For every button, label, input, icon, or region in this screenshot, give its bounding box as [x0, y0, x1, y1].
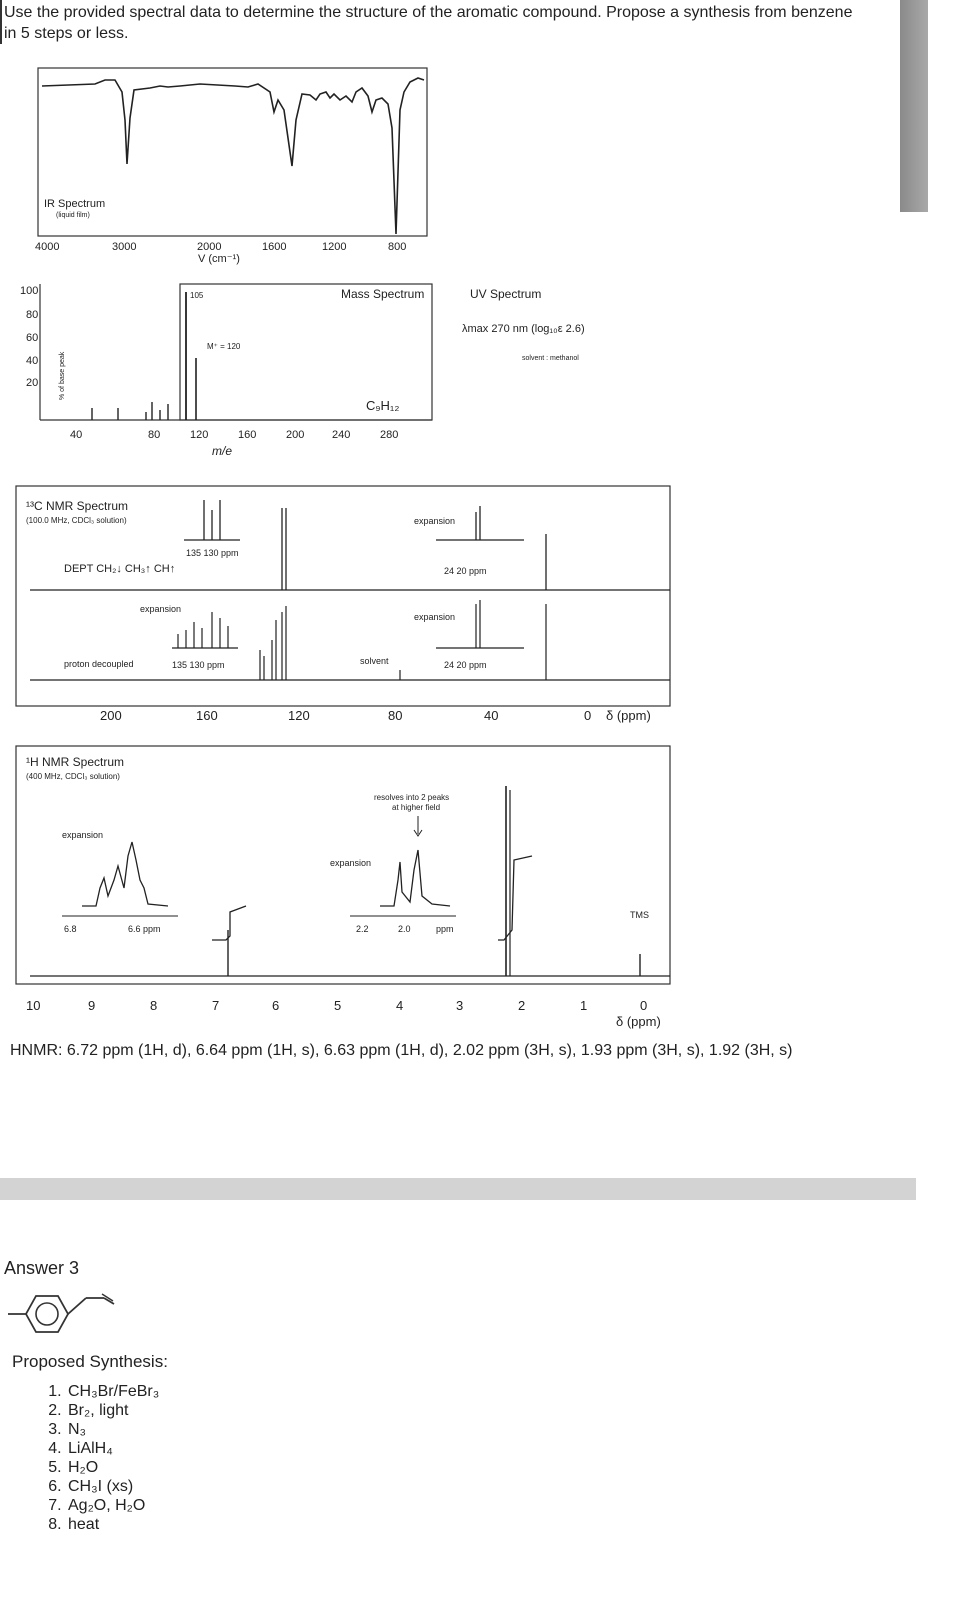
c13-dept: DEPT CH₂↓ CH₃↑ CH↑ [64, 563, 176, 575]
uv-spectrum [462, 287, 585, 362]
h1-exp-right-2.0: 2.0 [398, 924, 411, 934]
mass-spectrum [20, 284, 432, 458]
ms-formula: C₉H₁₂ [366, 398, 400, 413]
ms-xtick-280: 280 [380, 429, 399, 441]
h1-axis-1: 1 [580, 998, 588, 1013]
answer-structure-drawing [0, 1282, 130, 1342]
h1-axis-9: 9 [88, 998, 96, 1013]
h1-axis-10: 10 [26, 998, 41, 1013]
answer-label: Answer 3 [4, 1258, 80, 1278]
ms-ytick-60: 60 [26, 332, 39, 344]
h1-tms: TMS [630, 910, 649, 920]
section-divider [0, 1178, 916, 1200]
ir-spectrum [35, 68, 427, 265]
c13-title: ¹³C NMR Spectrum [26, 499, 129, 513]
ms-ylabel: % of base peak [59, 351, 66, 400]
ir-trace [42, 78, 424, 234]
synthesis-step-1: 1. CH₃Br/FeBr₃ [66, 1382, 159, 1401]
proposed-synthesis-label: Proposed Synthesis: [12, 1352, 168, 1371]
ir-title: IR Spectrum [44, 198, 106, 210]
ms-xtick-240: 240 [332, 429, 351, 441]
h1-integral-aromatic [212, 906, 246, 940]
c13-axis-120: 120 [288, 708, 310, 723]
c13-nmr-spectrum [16, 486, 670, 723]
c13-axis-160: 160 [196, 708, 218, 723]
c13-axis-unit: δ (ppm) [606, 708, 651, 723]
synthesis-step-5: 5. H₂O [66, 1458, 159, 1477]
ir-tick-3000: 3000 [112, 241, 137, 253]
h1-axis-8: 8 [150, 998, 158, 1013]
ms-ytick-100: 100 [20, 285, 39, 297]
ms-xtick-40: 40 [70, 429, 83, 441]
c13-pd-expansion-label: expansion [140, 604, 182, 614]
c13-dept-exp-scale-right: 24 20 ppm [444, 566, 487, 576]
c13-pd-exp-scale-left: 135 130 ppm [172, 660, 225, 670]
ms-xtick-80: 80 [148, 429, 161, 441]
h1-exp-left-scale-a: 6.8 [64, 924, 77, 934]
h1-axis-4: 4 [396, 998, 404, 1013]
ms-ytick-20: 20 [26, 377, 39, 389]
h1-methyl-expansion [380, 850, 450, 906]
synthesis-step-8: 8. heat [66, 1515, 159, 1534]
ir-tick-2000: 2000 [197, 241, 222, 253]
ms-xtick-200: 200 [286, 429, 305, 441]
h1-axis-0: 0 [640, 998, 648, 1013]
h1-aromatic-multiplet [82, 842, 168, 906]
ir-tick-800: 800 [388, 241, 407, 253]
c13-pd-exp-scale-right: 24 20 ppm [444, 660, 487, 670]
h1-resolves-2: at higher field [392, 803, 441, 812]
synthesis-step-7: 7. Ag₂O, H₂O [66, 1496, 159, 1515]
question-text: Use the provided spectral data to determine the structure of the aromatic compound. Propose a synthesis from benzene in 5 steps or less. [4, 4, 853, 42]
c13-axis-80: 80 [388, 708, 403, 723]
h1-axis-7: 7 [212, 998, 220, 1013]
c13-axis-40: 40 [484, 708, 499, 723]
synthesis-step-6: 6. CH₃I (xs) [66, 1477, 159, 1496]
c13-proton-decoupled: proton decoupled [64, 659, 134, 669]
ms-title: Mass Spectrum [341, 287, 425, 301]
c13-axis-0: 0 [584, 708, 592, 723]
h1-exp-right-2.2: 2.2 [356, 924, 369, 934]
c13-dept-exp-scale-left: 135 130 ppm [186, 548, 239, 558]
h1-integral-methyl [498, 856, 532, 940]
synthesis-step-4: 4. LiAlH₄ [66, 1439, 159, 1458]
ms-xtick-120: 120 [190, 429, 209, 441]
h1-subtitle: (400 MHz, CDCl₃ solution) [26, 772, 120, 781]
ms-ytick-40: 40 [26, 355, 39, 367]
c13-dept-expansion-label: expansion [414, 516, 456, 526]
ir-frame [38, 68, 427, 236]
ir-axis-label: V (cm⁻¹) [198, 253, 240, 265]
h1-axis-3: 3 [456, 998, 464, 1013]
c13-subtitle: (100.0 MHz, CDCl₃ solution) [26, 516, 127, 525]
uv-solvent: solvent : methanol [522, 355, 579, 362]
ms-ytick-80: 80 [26, 309, 39, 321]
c13-axis-200: 200 [100, 708, 122, 723]
hnmr-data-text: HNMR: 6.72 ppm (1H, d), 6.64 ppm (1H, s), 6.63 ppm (1H, d), 2.02 ppm (3H, s), 1.93 ppm (3H, s), 1.92 (3H, s) [10, 1042, 793, 1059]
synthesis-step-2: 2. Br₂, light [66, 1401, 159, 1420]
uv-title: UV Spectrum [470, 287, 542, 301]
h1-axis-2: 2 [518, 998, 526, 1013]
uv-lambda: λmax 270 nm (log₁₀ε 2.6) [462, 323, 585, 335]
ms-mplus-label: M⁺ = 120 [207, 342, 241, 351]
h1-expansion-left: expansion [62, 830, 104, 840]
h1-expansion-right: expansion [330, 858, 372, 868]
h1-nmr-spectrum [16, 746, 670, 1029]
h1-axis-5: 5 [334, 998, 342, 1013]
ir-tick-1600: 1600 [262, 241, 287, 253]
ms-xlabel: m/e [212, 444, 233, 458]
c13-solvent: solvent [360, 656, 389, 666]
ir-tick-4000: 4000 [35, 241, 60, 253]
ir-subtitle: (liquid film) [56, 212, 90, 219]
h1-title: ¹H NMR Spectrum [26, 755, 125, 769]
ir-tick-1200: 1200 [322, 241, 347, 253]
synthesis-steps [24, 1382, 159, 1534]
h1-axis-6: 6 [272, 998, 280, 1013]
c13-pd-expansion-right: expansion [414, 612, 456, 622]
synthesis-step-3: 3. N₃ [66, 1420, 159, 1439]
h1-resolves: resolves into 2 peaks [374, 793, 450, 802]
h1-axis-unit: δ (ppm) [616, 1014, 661, 1029]
ms-peak-label: 105 [190, 291, 204, 300]
h1-exp-right-ppm: ppm [436, 924, 454, 934]
h1-exp-left-scale-b: 6.6 ppm [128, 924, 161, 934]
ms-xtick-160: 160 [238, 429, 257, 441]
